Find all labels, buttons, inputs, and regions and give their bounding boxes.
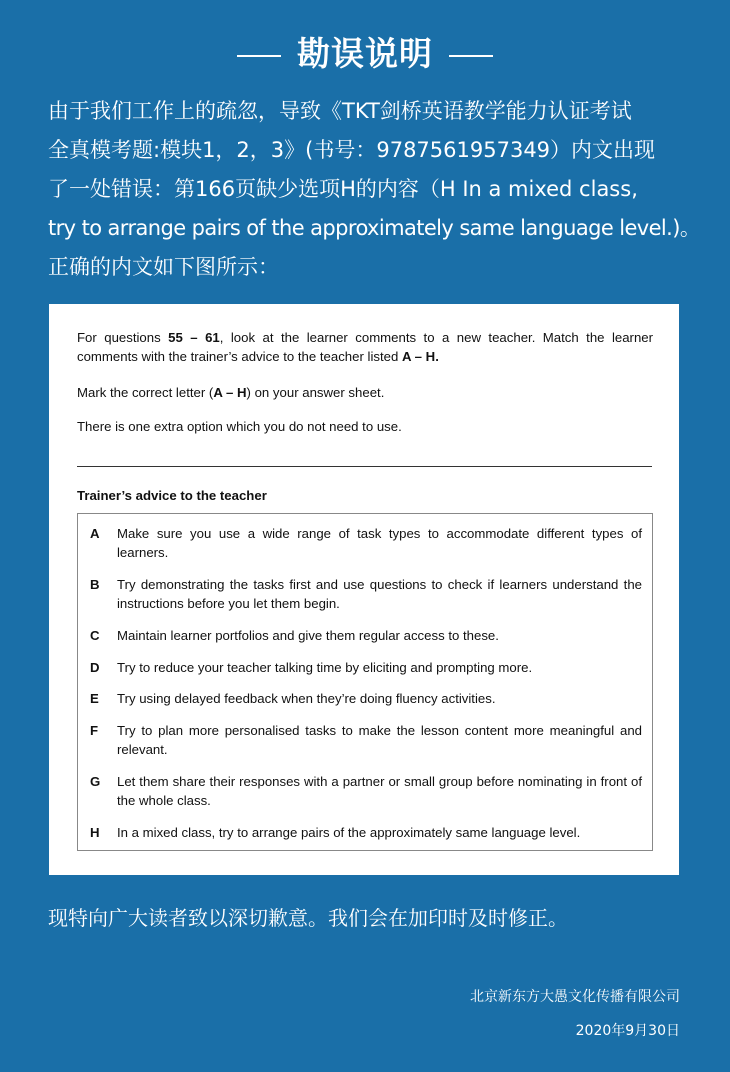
intro-line: 了一处错误：第166页缺少选项H的内容（H In a mixed class,	[48, 177, 638, 201]
intro-line: 正确的内文如下图所示：	[48, 255, 279, 279]
corrected-excerpt-image	[49, 304, 679, 875]
title-dash-left	[237, 55, 281, 57]
instruction-3: There is one extra option which you do not need to use.	[77, 419, 402, 434]
divider	[77, 466, 652, 467]
title-dash-right	[449, 55, 493, 57]
instruction-2: Mark the correct letter (A – H) on your answer sheet.	[77, 385, 385, 400]
intro-line: try to arrange pairs of the approximately same language level.)。	[48, 216, 701, 240]
intro-line: 由于我们工作上的疏忽，导致《TKT剑桥英语教学能力认证考试	[48, 99, 632, 123]
instruction-1: For questions 55 – 61, look at the learner comments to a new teacher. Match the learner comments with the trainer’s advice to the teacher listed A – H.	[77, 330, 654, 364]
title-text: 勘误说明	[297, 34, 433, 73]
apology-text: 现特向广大读者致以深切歉意。我们会在加印时及时修正。	[48, 906, 568, 930]
options-box: A Make sure you use a wide range of task types to accommodate different types of learners. B Try demonstrating the tasks first and use questions to check if learners understand the instructions before you let them begin. C Maintain learner portfolios and give them regular access to these. D Try to reduce your teacher talking time by eliciting and prompting more. E Try using delayed feedback when they’re doing fluency activities. F Try to plan more personalised tasks to make the lesson content more meaningful and relevant. G Let them share their responses with a partner or small group before nominating in front of the whole class. H In a mixed class, try to arrange pairs of the approximately same language level.	[77, 513, 653, 851]
page-title	[0, 28, 730, 75]
intro-line: 全真模考题:模块1，2，3》(书号：9787561957349）内文出现	[48, 138, 656, 162]
company-name: 北京新东方大愚文化传播有限公司	[470, 989, 680, 1005]
date: 2020年9月30日	[575, 1023, 680, 1039]
intro-paragraph	[48, 92, 701, 287]
section-heading: Trainer’s advice to the teacher	[77, 488, 267, 503]
